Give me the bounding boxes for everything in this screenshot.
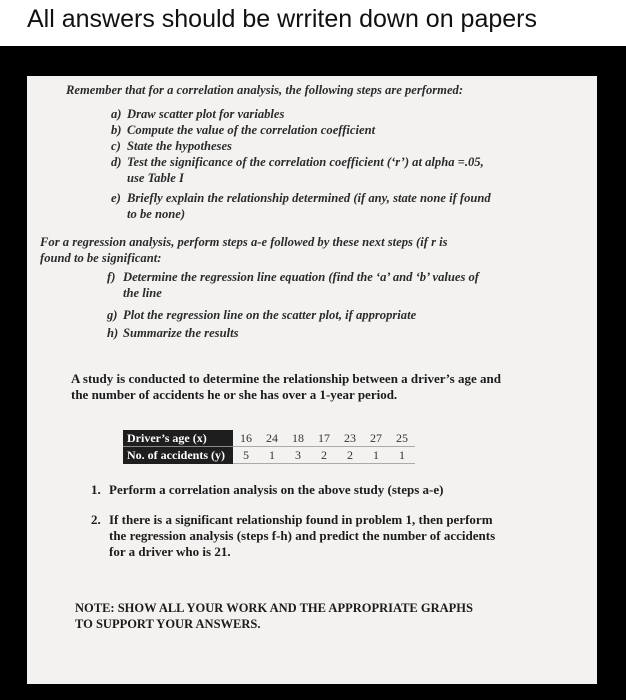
row-label-accidents: No. of accidents (y) — [123, 447, 233, 464]
table-row-accidents — [123, 447, 415, 464]
study-description: A study is conducted to determine the relationship between a driver’s age and the number of accidents he or she has over a 1-year period. — [71, 371, 501, 402]
row-label-age: Driver’s age (x) — [123, 430, 233, 447]
correlation-intro: Remember that for a correlation analysis, the following steps are performed: — [66, 83, 464, 97]
table-cell: 5 — [233, 447, 259, 464]
table-cell: 27 — [363, 430, 389, 447]
step-c: c) State the hypotheses — [111, 139, 232, 153]
question-2: 2. If there is a significant relationship found in problem 1, then perform the regression analysis (steps f-h) and predict the number of accidents for a driver who is 21. — [91, 512, 496, 559]
table-cell: 2 — [337, 447, 363, 464]
table-cell: 25 — [389, 430, 415, 447]
step-f: f) Determine the regression line equation (find the ‘a’ and ‘b’ values of the line — [107, 270, 479, 300]
step-e: e) Briefly explain the relationship determined (if any, state none if found to be none) — [111, 191, 491, 221]
table-cell: 18 — [285, 430, 311, 447]
document-paper — [27, 76, 597, 684]
regression-intro: For a regression analysis, perform steps a-e followed by these next steps (if r is found to be significant: — [40, 235, 448, 265]
table-cell: 2 — [311, 447, 337, 464]
table-cell: 1 — [259, 447, 285, 464]
table-cell: 24 — [259, 430, 285, 447]
questions-list — [91, 482, 495, 574]
question-1: 1. Perform a correlation analysis on the above study (steps a-e) — [91, 482, 444, 497]
regression-steps-list — [107, 269, 479, 341]
step-b: b) Compute the value of the correlation coefficient — [111, 123, 376, 137]
table-cell: 3 — [285, 447, 311, 464]
table-cell: 23 — [337, 430, 363, 447]
step-a: a) Draw scatter plot for variables — [111, 107, 285, 121]
step-g: g) Plot the regression line on the scatter plot, if appropriate — [107, 308, 417, 322]
correlation-steps-list — [111, 106, 491, 222]
table-row-age — [123, 430, 415, 447]
data-table — [123, 430, 415, 464]
step-h: h) Summarize the results — [107, 326, 239, 340]
banner-text: All answers should be wrriten down on papers — [27, 5, 537, 33]
table-cell: 17 — [311, 430, 337, 447]
table-cell: 16 — [233, 430, 259, 447]
table-cell: 1 — [389, 447, 415, 464]
instruction-banner — [0, 0, 626, 46]
note: NOTE: SHOW ALL YOUR WORK AND THE APPROPRIATE GRAPHS TO SUPPORT YOUR ANSWERS. — [75, 601, 473, 631]
table-cell: 1 — [363, 447, 389, 464]
step-d: d) Test the significance of the correlation coefficient (‘r’) at alpha =.05, use Table I — [111, 155, 484, 185]
